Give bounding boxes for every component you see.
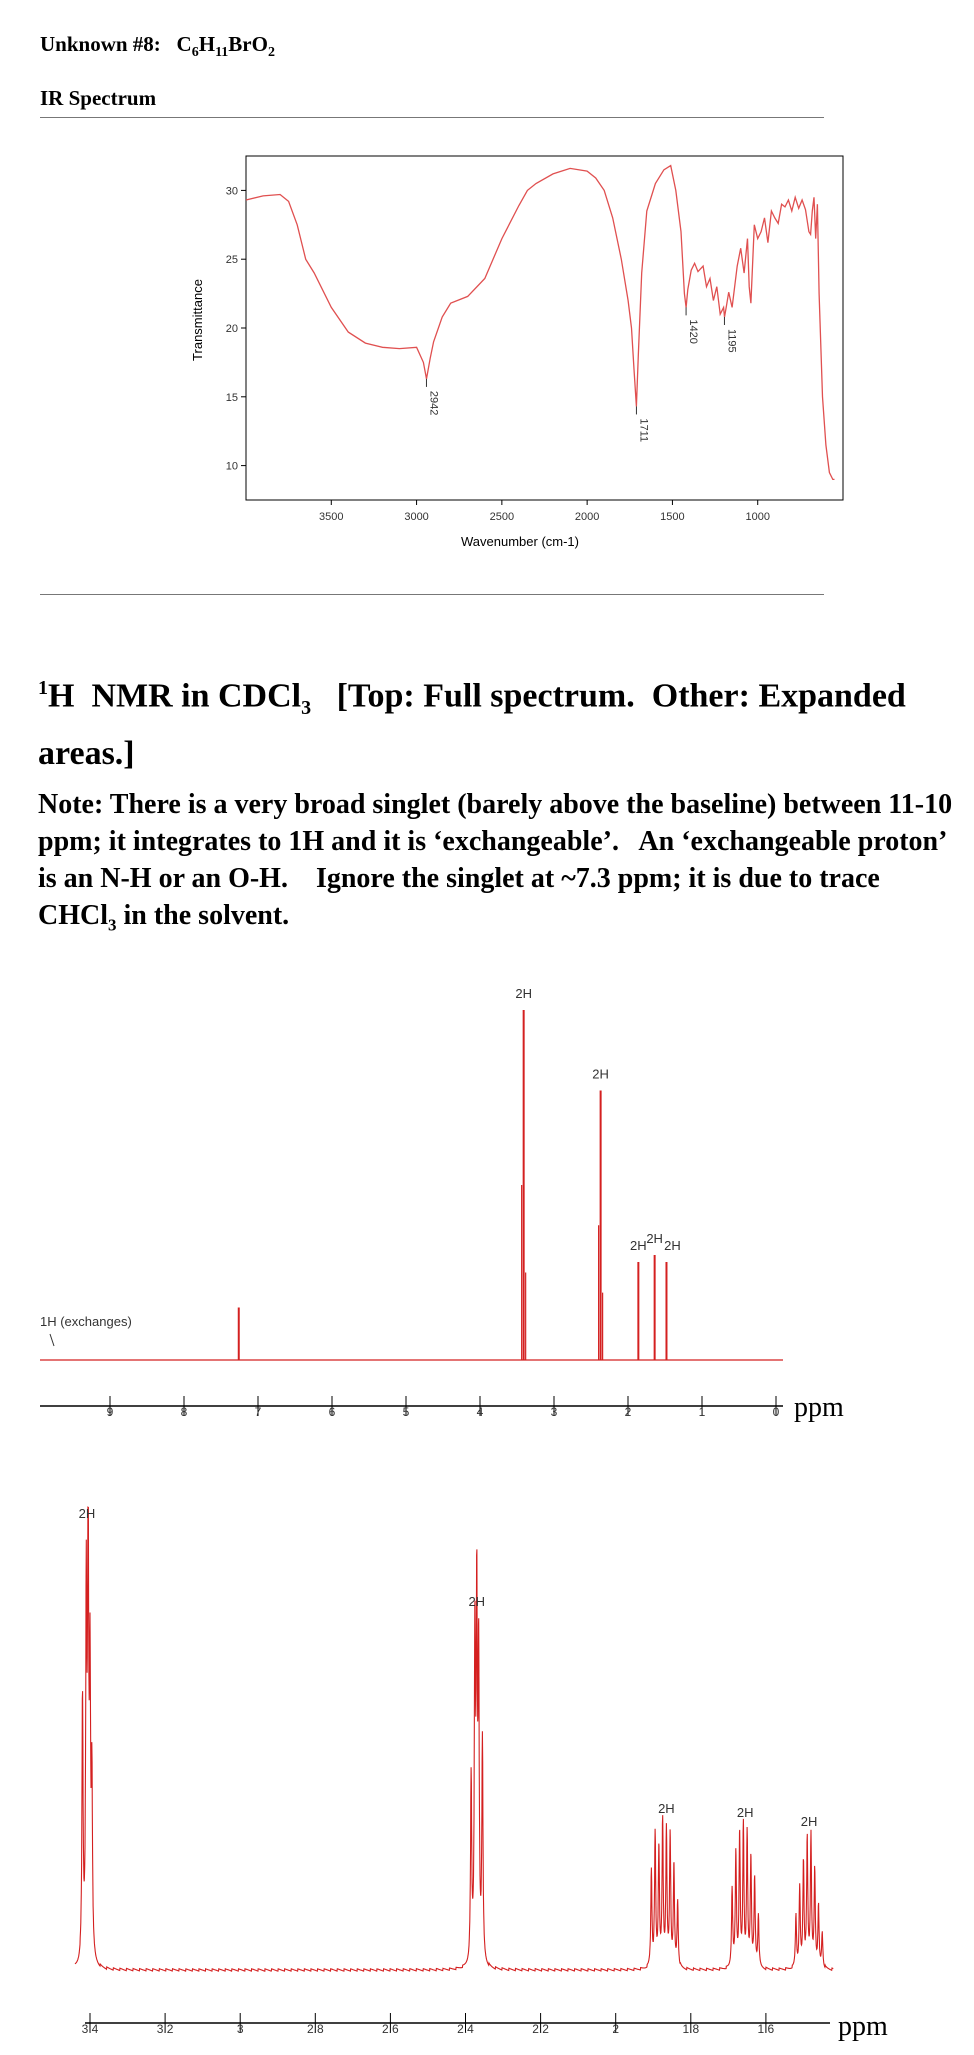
nmr-full-integration-labels [40, 986, 681, 1346]
ir-y-tick-label: 20 [225, 323, 238, 335]
nmr-full-tick-label: 5 [402, 1405, 410, 1419]
nmr-expanded-tick-label: 1.6 [757, 2022, 775, 2036]
nmr-full-tick-label: 8 [180, 1405, 188, 1419]
nmr-full-peak-label: 2H [515, 986, 532, 1001]
nmr-heading: $^1$H NMR in CDCl$_3$ [Top: Full spectrum. Other: Expanded areas.] [38, 677, 915, 773]
nmr-expanded-tick-label: 3.2 [156, 2022, 174, 2036]
ir-y-tick-label: 30 [225, 185, 238, 198]
nmr-full-peak-label: 2H [592, 1066, 609, 1082]
ir-y-axis-label: Transmittance [190, 279, 205, 361]
ir-annotation-label: 1195 [725, 328, 738, 353]
ir-x-tick-label: 2000 [574, 511, 600, 523]
ir-plot-frame [246, 156, 843, 500]
nmr-expanded-peak-label: 2H [800, 1814, 818, 1829]
nmr-full-pointer [50, 1334, 54, 1346]
nmr-expanded-integration-labels [79, 1506, 818, 1829]
ir-y-axis [226, 185, 246, 472]
nmr-expanded-peak-label: 2H [736, 1805, 754, 1821]
nmr-expanded-x-axis-label: ppm [838, 2011, 888, 2042]
nmr-full-tick-label: 7 [254, 1405, 262, 1419]
nmr-full-tick-label: 1 [698, 1405, 706, 1419]
ir-annotation-label: 1420 [687, 319, 700, 344]
nmr-full-x-axis [40, 1396, 783, 1419]
nmr-full-tick-label: 0 [772, 1405, 780, 1419]
nmr-full-x-axis-label: ppm [794, 1392, 844, 1423]
nmr-expanded-chart [0, 1500, 974, 2055]
divider-bottom [40, 594, 824, 595]
nmr-expanded-tick-label: 2.8 [306, 2022, 324, 2036]
ir-x-axis [319, 500, 770, 523]
nmr-expanded-tick-label: 1.8 [682, 2022, 700, 2036]
nmr-expanded-tick-label: 2.2 [532, 2022, 549, 2036]
ir-x-tick-label: 2500 [489, 511, 515, 523]
nmr-expanded-spectrum-trace [75, 1507, 833, 1971]
nmr-full-tick-label: 3 [550, 1405, 558, 1419]
nmr-expanded-peaks [75, 1507, 833, 1971]
unknown-label: Unknown #8: [40, 32, 161, 56]
nmr-full-tick-label: 9 [106, 1405, 114, 1419]
ir-x-tick-label: 1500 [660, 511, 685, 523]
nmr-expanded-tick-label: 3 [236, 2022, 244, 2036]
ir-spectrum-heading: IR Spectrum [40, 86, 157, 110]
nmr-full-peak-label: 2H [630, 1238, 647, 1253]
nmr-full-tick-label: 6 [328, 1405, 336, 1419]
nmr-note: Note: There is a very broad singlet (barely above the baseline) between 11-10 ppm; it integrates to 1H and it is ‘exchangeable’. An ‘exchangeable proton’ is an N-H or an O-H. Ignore the singlet at ~7.3 ppm; it is due to trace CHCl$_3$ in the solvent. [38, 789, 960, 935]
ir-x-tick-label: 3000 [404, 511, 429, 523]
ir-x-tick-label: 3500 [319, 511, 344, 523]
nmr-expanded-tick-label: 2.4 [457, 2022, 474, 2036]
nmr-full-peaks [40, 1010, 783, 1360]
ir-peak-annotations [426, 307, 737, 442]
ir-x-axis-label: Wavenumber (cm-1) [461, 534, 579, 549]
ir-y-tick-label: 25 [225, 254, 238, 267]
molecular-formula: $C_6H_{11}BrO_2$ [176, 32, 275, 61]
ir-annotation-label: 2942 [427, 390, 440, 416]
nmr-full-peak-label: 2H [646, 1231, 663, 1246]
nmr-full-tick-label: 4 [476, 1405, 484, 1419]
ir-annotation-label: 1711 [637, 418, 650, 443]
nmr-full-tick-label: 2 [624, 1405, 632, 1419]
ir-x-tick-label: 1000 [745, 511, 770, 523]
ir-series-line [246, 166, 835, 480]
nmr-full-chart [0, 980, 974, 1450]
nmr-expanded-peak-label: 2H [78, 1506, 96, 1521]
ir-chart [0, 0, 974, 600]
nmr-expanded-tick-label: 2.6 [382, 2022, 399, 2036]
nmr-expanded-tick-label: 2 [612, 2022, 620, 2036]
nmr-expanded-tick-label: 3.4 [81, 2022, 99, 2036]
ir-y-tick-label: 15 [225, 391, 238, 404]
ir-y-tick-label: 10 [225, 460, 238, 473]
nmr-expanded-peak-label: 2H [468, 1594, 486, 1609]
nmr-expanded-x-axis [82, 2013, 830, 2036]
nmr-full-peak-label: 2H [664, 1238, 681, 1253]
nmr-full-peak-label: 1H (exchanges) [40, 1314, 132, 1329]
nmr-expanded-peak-label: 2H [658, 1800, 675, 1816]
